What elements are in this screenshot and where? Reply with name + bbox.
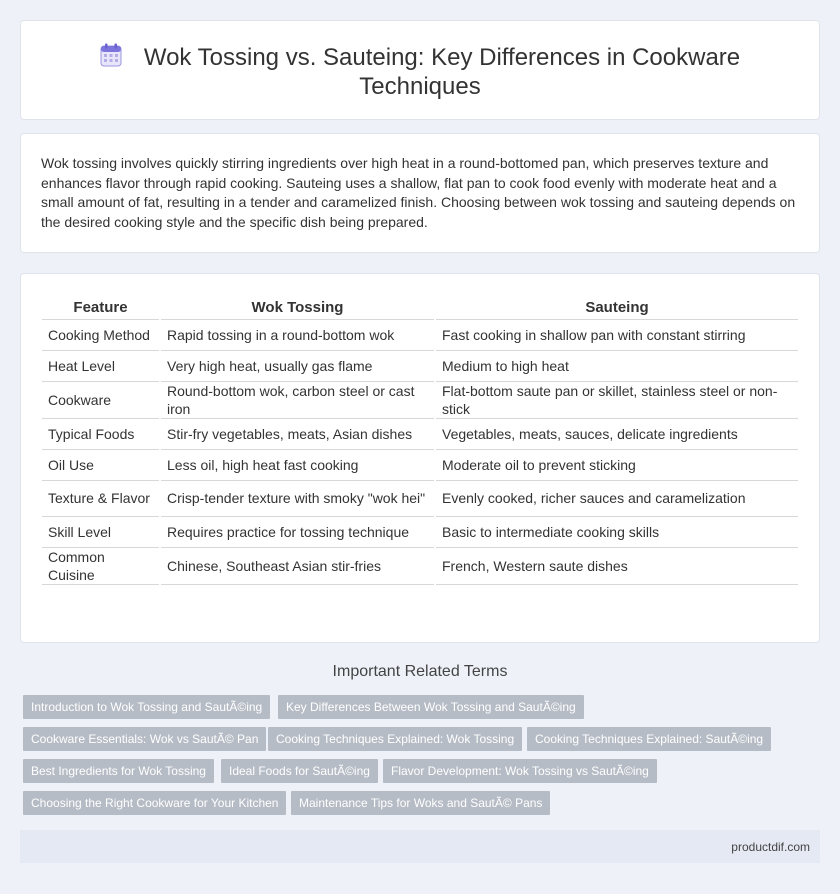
table-cell: Fast cooking in shallow pan with constant stirring [435, 319, 798, 350]
page-title [21, 43, 819, 101]
table-cell: Oil Use [42, 449, 160, 480]
footer [20, 830, 820, 863]
comparison-table [42, 293, 798, 585]
table-cell: Moderate oil to prevent sticking [435, 449, 798, 480]
table-cell: Crisp-tender texture with smoky "wok hei" [160, 480, 435, 516]
table-row [42, 350, 798, 381]
title-card [20, 20, 820, 120]
intro-paragraph: Wok tossing involves quickly stirring ingredients over high heat in a round-bottomed pan, which preserves texture and enhances flavor through rapid cooking. Sauteing uses a shallow, flat pan to cook food evenly with moderate heat and a small amount of fat, resulting in a tender and caramelized finish. Choosing between wok tossing and sauteing depends on the desired cooking style and the specific dish being prepared. [41, 155, 796, 230]
table-cell: Less oil, high heat fast cooking [160, 449, 435, 480]
related-term-link[interactable]: Flavor Development: Wok Tossing vs SautÃ©ing [383, 759, 657, 783]
table-cell: Requires practice for tossing technique [160, 516, 435, 547]
related-term-link[interactable]: Best Ingredients for Wok Tossing [23, 759, 214, 783]
table-row [42, 547, 798, 584]
comparison-card [20, 273, 820, 643]
table-cell: Evenly cooked, richer sauces and caramelization [435, 480, 798, 516]
table-row [42, 381, 798, 418]
table-row [42, 480, 798, 516]
table-cell: Cooking Method [42, 319, 160, 350]
table-cell: Stir-fry vegetables, meats, Asian dishes [160, 418, 435, 449]
table-cell: Vegetables, meats, sauces, delicate ingredients [435, 418, 798, 449]
related-term-link[interactable]: Maintenance Tips for Woks and SautÃ© Pans [291, 791, 550, 815]
header-wok-tossing: Wok Tossing [160, 293, 435, 319]
table-row [42, 449, 798, 480]
calendar-icon [100, 43, 122, 67]
related-term-link[interactable]: Cooking Techniques Explained: SautÃ©ing [527, 727, 771, 751]
header-sauteing: Sauteing [435, 293, 798, 319]
related-term-link[interactable]: Key Differences Between Wok Tossing and SautÃ©ing [278, 695, 584, 719]
table-row [42, 418, 798, 449]
table-header-row [42, 293, 798, 319]
table-cell: Heat Level [42, 350, 160, 381]
table-cell: Rapid tossing in a round-bottom wok [160, 319, 435, 350]
header-feature: Feature [42, 293, 160, 319]
table-cell: Skill Level [42, 516, 160, 547]
intro-card [20, 133, 820, 253]
table-cell: Very high heat, usually gas flame [160, 350, 435, 381]
related-term-link[interactable]: Introduction to Wok Tossing and SautÃ©ing [23, 695, 270, 719]
related-terms-heading: Important Related Terms [332, 663, 508, 680]
table-cell: Common Cuisine [42, 547, 160, 584]
table-row [42, 516, 798, 547]
table-cell: Cookware [42, 381, 160, 418]
table-cell: Flat-bottom saute pan or skillet, stainless steel or non-stick [435, 381, 798, 418]
table-cell: Chinese, Southeast Asian stir-fries [160, 547, 435, 584]
table-cell: Texture & Flavor [42, 480, 160, 516]
table-cell: Basic to intermediate cooking skills [435, 516, 798, 547]
table-cell: Round-bottom wok, carbon steel or cast iron [160, 381, 435, 418]
table-cell: Medium to high heat [435, 350, 798, 381]
related-term-link[interactable]: Ideal Foods for SautÃ©ing [221, 759, 378, 783]
related-term-link[interactable]: Choosing the Right Cookware for Your Kitchen [23, 791, 286, 815]
related-term-link[interactable]: Cookware Essentials: Wok vs SautÃ© Pan [23, 727, 266, 751]
title-line-2: Techniques [359, 73, 481, 100]
footer-site[interactable]: productdif.com [731, 840, 810, 854]
title-line-1: Wok Tossing vs. Sauteing: Key Differences in Cookware [143, 44, 741, 71]
related-term-link[interactable]: Cooking Techniques Explained: Wok Tossing [268, 727, 522, 751]
table-cell: French, Western saute dishes [435, 547, 798, 584]
table-row [42, 319, 798, 350]
table-cell: Typical Foods [42, 418, 160, 449]
